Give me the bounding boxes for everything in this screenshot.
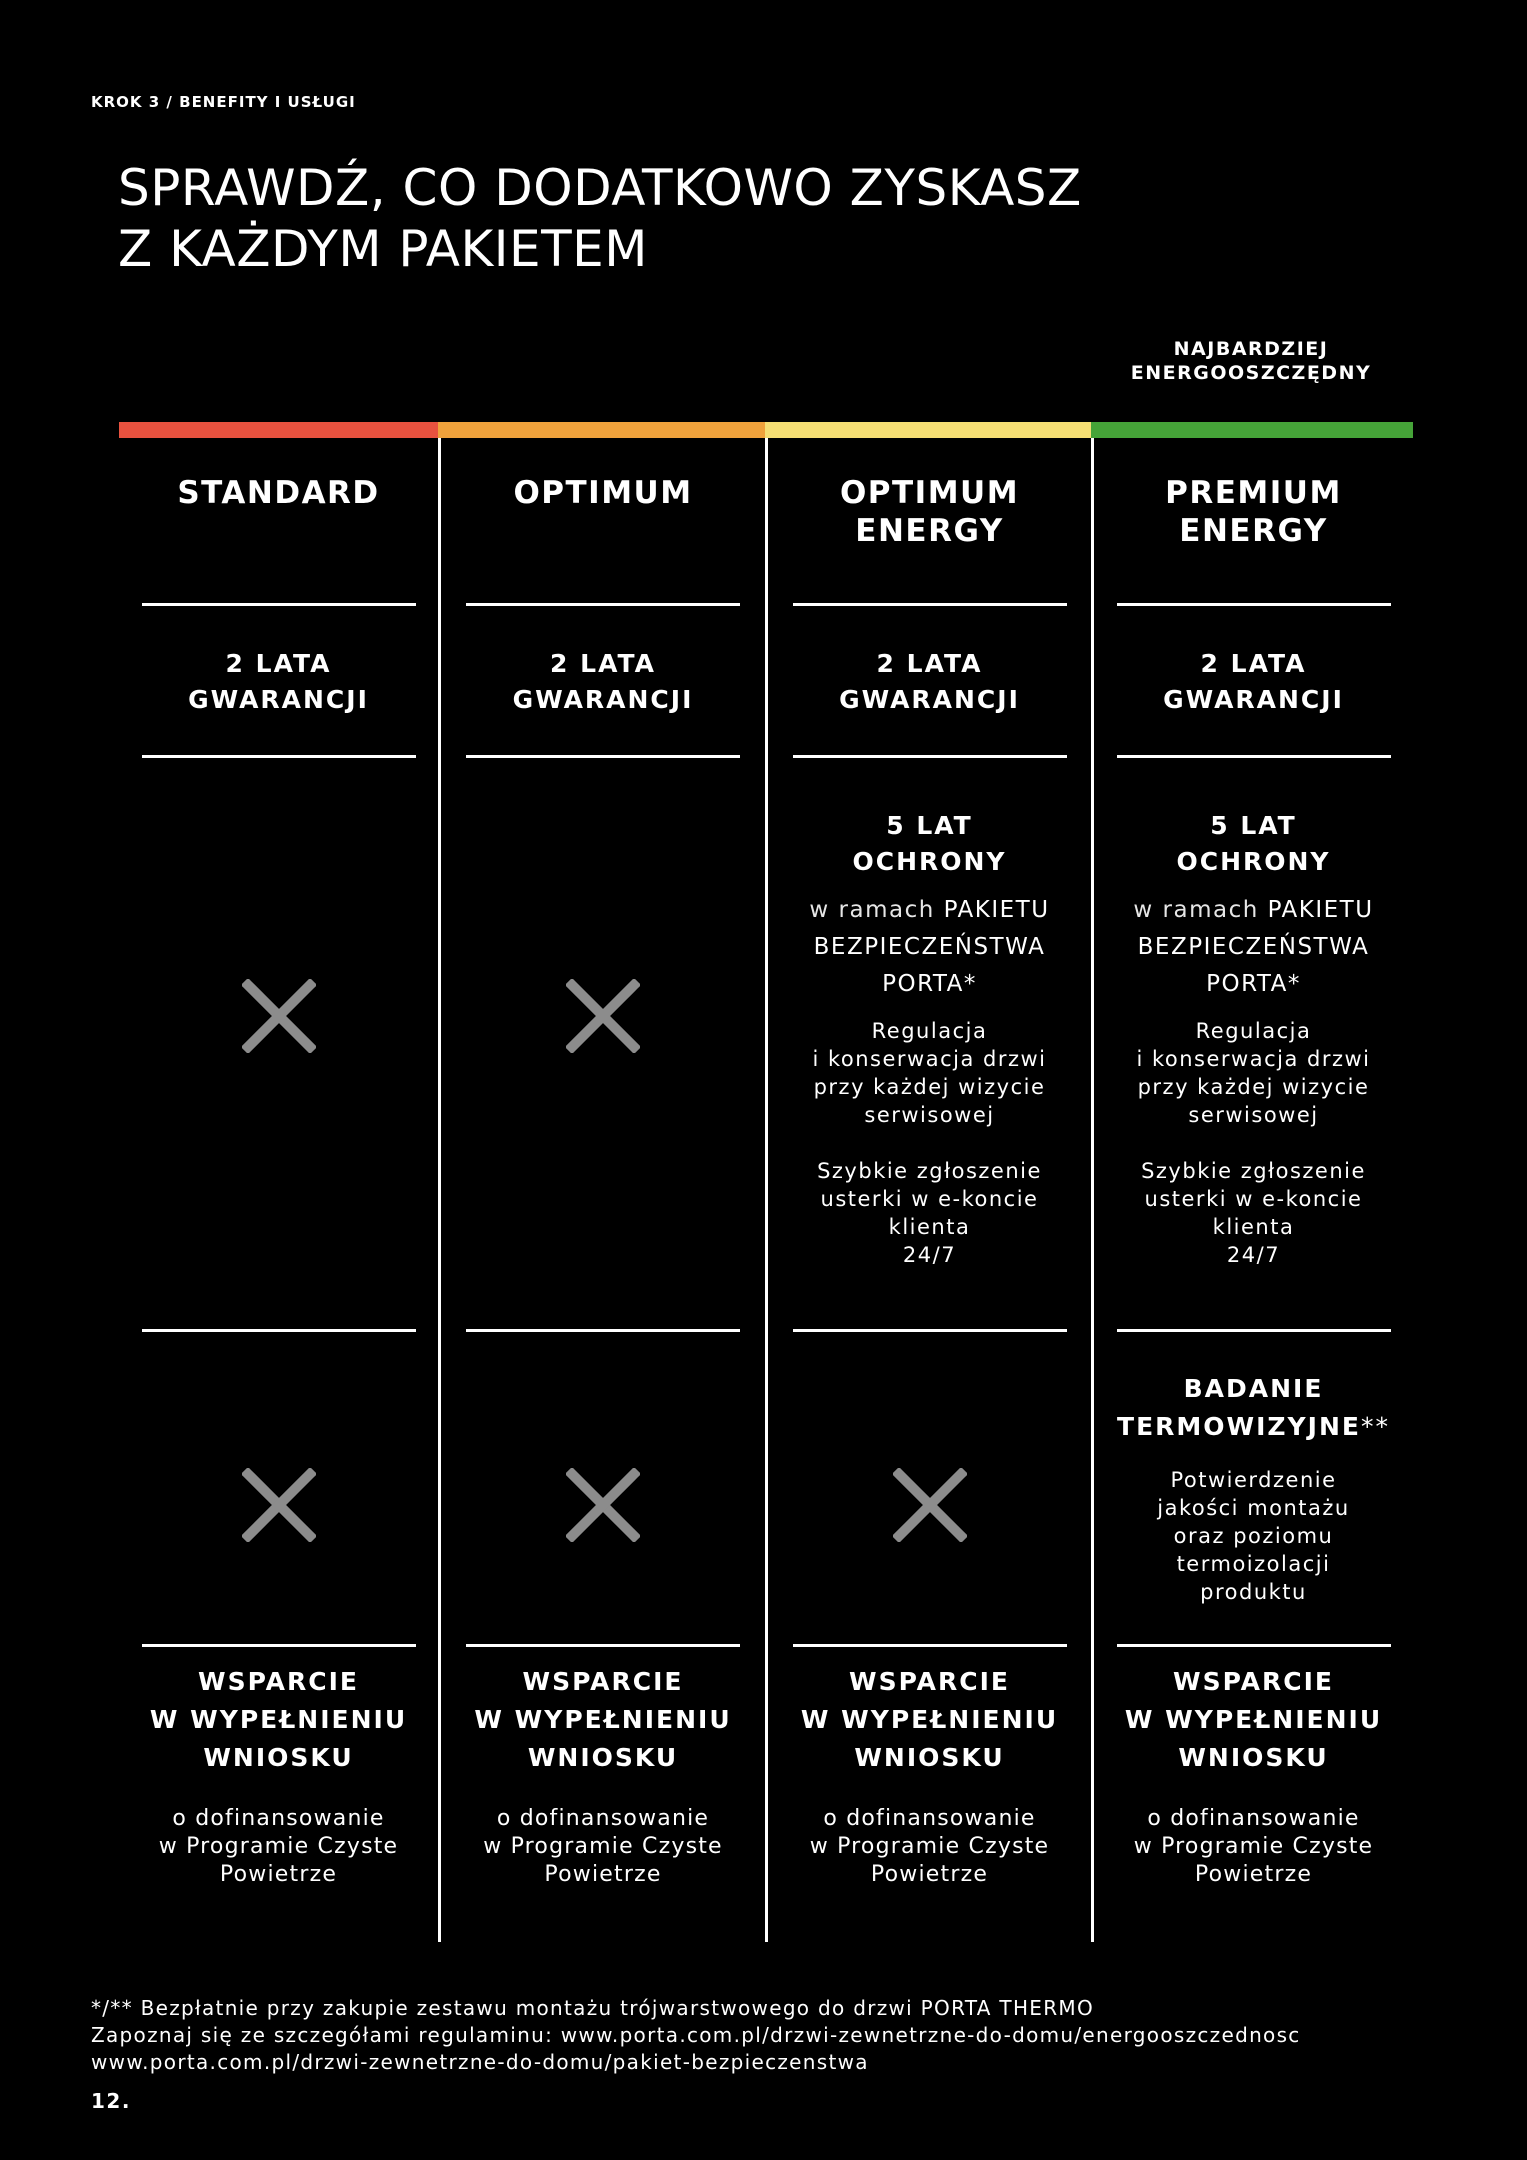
thermo-desc-line: Potwierdzenie: [1170, 1468, 1337, 1492]
plan-name: [1094, 474, 1413, 550]
protection-package: [1094, 808, 1413, 1269]
support-desc-line: w Programie Czyste: [158, 1834, 399, 1859]
page-number: 12.: [91, 2089, 131, 2113]
row-divider: [793, 603, 1067, 606]
package-name-line: [1094, 892, 1413, 929]
row-divider: [1117, 1644, 1391, 1647]
support-title-line: WSPARCIE: [522, 1667, 684, 1696]
row-divider: [793, 1644, 1067, 1647]
support-title-line: WNIOSKU: [1178, 1743, 1329, 1772]
warranty-line: GWARANCJI: [839, 685, 1020, 714]
feature-line: Regulacja: [1195, 1019, 1312, 1043]
warranty-line: 2 LATA: [1200, 649, 1307, 678]
support-desc-line: w Programie Czyste: [809, 1834, 1050, 1859]
package-name: [768, 892, 1091, 1003]
premium-energy-color-bar: [1091, 422, 1413, 438]
protection-title-line: 5 LAT: [886, 811, 973, 840]
plan-name-line: OPTIMUM: [513, 475, 693, 511]
optimum-energy-color-bar: [765, 422, 1091, 438]
plan-column-standard: [119, 438, 438, 1942]
application-support: [119, 1663, 438, 1889]
warranty-line: GWARANCJI: [188, 685, 369, 714]
plan-column-optimum: [441, 438, 765, 1942]
feature-fault-reporting: [1094, 1157, 1413, 1269]
protection-title: [1094, 808, 1413, 880]
support-title: [119, 1663, 438, 1777]
protection-title-line: 5 LAT: [1210, 811, 1297, 840]
support-title-line: W WYPEŁNIENIU: [800, 1705, 1059, 1734]
application-support: [441, 1663, 765, 1889]
not-included-icon: [566, 1468, 640, 1542]
feature-line: Szybkie zgłoszenie: [1141, 1159, 1366, 1183]
warranty: [768, 646, 1091, 718]
plan-name: [119, 474, 438, 512]
package-name-line: [768, 892, 1091, 929]
row-divider: [793, 755, 1067, 758]
support-title: [441, 1663, 765, 1777]
row-divider: [466, 755, 740, 758]
page-title: [118, 158, 1218, 280]
protection-package: [768, 808, 1091, 1269]
application-support: [1094, 1663, 1413, 1889]
protection-title-line: OCHRONY: [1176, 847, 1331, 876]
feature-line: klienta: [888, 1215, 971, 1239]
support-title-line: W WYPEŁNIENIU: [474, 1705, 732, 1734]
row-divider: [142, 1644, 416, 1647]
plan-name-line: ENERGY: [1179, 513, 1328, 549]
thermo-desc-line: jakości montażu: [1157, 1496, 1350, 1520]
warranty: [1094, 646, 1413, 718]
support-title: [1094, 1663, 1413, 1777]
row-divider: [1117, 603, 1391, 606]
feature-line: przy każdej wizycie: [1137, 1075, 1370, 1099]
thermo-desc-line: oraz poziomu: [1173, 1524, 1334, 1548]
plan-name-line: STANDARD: [177, 475, 380, 511]
warranty-line: 2 LATA: [876, 649, 983, 678]
support-desc-line: Powietrze: [1194, 1862, 1313, 1887]
footnote-line: */** Bezpłatnie przy zakupie zestawu montażu trójwarstwowego do drzwi PORTA THERMO: [91, 1996, 1095, 2020]
protection-title-line: OCHRONY: [852, 847, 1007, 876]
support-description: [441, 1805, 765, 1889]
row-divider: [142, 755, 416, 758]
feature-fault-reporting: [768, 1157, 1091, 1269]
plan-name: [441, 474, 765, 512]
package-name-part: PAKIETU: [1267, 897, 1374, 923]
not-included-icon: [893, 1468, 967, 1542]
feature-line: przy każdej wizycie: [813, 1075, 1046, 1099]
feature-line: Szybkie zgłoszenie: [817, 1159, 1042, 1183]
support-desc-line: w Programie Czyste: [1133, 1834, 1374, 1859]
not-included-icon: [242, 979, 316, 1053]
footnotes: [91, 1995, 1301, 2076]
package-name: [1094, 892, 1413, 1003]
row-divider: [466, 603, 740, 606]
package-prefix: w ramach: [809, 897, 935, 923]
support-desc-line: Powietrze: [544, 1862, 662, 1887]
plan-column-premium-energy: [1094, 438, 1413, 1942]
feature-line: serwisowej: [1188, 1103, 1319, 1127]
package-name-line: BEZPIECZEŃSTWA: [813, 934, 1046, 960]
support-title-line: W WYPEŁNIENIU: [149, 1705, 408, 1734]
breadcrumb: KROK 3 / BENEFITY I USŁUGI: [91, 93, 356, 111]
most-efficient-badge: [1091, 337, 1411, 385]
support-desc-line: Powietrze: [870, 1862, 989, 1887]
plan-name-line: ENERGY: [855, 513, 1004, 549]
standard-color-bar: [119, 422, 438, 438]
package-prefix: w ramach: [1133, 897, 1259, 923]
protection-title: [768, 808, 1091, 880]
thermo-title-text: TERMOWIZYJNE: [1117, 1412, 1361, 1441]
feature-line: usterki w e-koncie: [820, 1187, 1039, 1211]
plan-name: [768, 474, 1091, 550]
support-desc-line: o dofinansowanie: [172, 1806, 385, 1831]
not-included-icon: [242, 1468, 316, 1542]
not-included-icon: [566, 979, 640, 1053]
feature-maintenance: [768, 1017, 1091, 1129]
support-desc-line: o dofinansowanie: [823, 1806, 1036, 1831]
thermo-description: [1094, 1466, 1413, 1606]
support-title-line: WNIOSKU: [527, 1743, 679, 1772]
support-desc-line: w Programie Czyste: [483, 1834, 723, 1859]
footnote-link-security[interactable]: www.porta.com.pl/drzwi-zewnetrzne-do-domu/pakiet-bezpieczenstwa: [91, 2050, 869, 2074]
feature-line: i konserwacja drzwi: [812, 1047, 1047, 1071]
support-description: [768, 1805, 1091, 1889]
thermo-desc-line: produktu: [1200, 1580, 1307, 1604]
package-name-part: PAKIETU: [943, 897, 1050, 923]
optimum-color-bar: [438, 422, 765, 438]
support-desc-line: o dofinansowanie: [1147, 1806, 1360, 1831]
thermal-imaging-test: [1094, 1370, 1413, 1606]
warranty: [119, 646, 438, 718]
badge-line-1: NAJBARDZIEJ: [1173, 338, 1329, 360]
support-description: [119, 1805, 438, 1889]
plan-name-line: OPTIMUM: [839, 475, 1020, 511]
warranty-line: GWARANCJI: [512, 685, 694, 714]
row-divider: [1117, 1329, 1391, 1332]
plan-name-line: PREMIUM: [1165, 475, 1342, 511]
row-divider: [1117, 755, 1391, 758]
feature-line: usterki w e-koncie: [1144, 1187, 1363, 1211]
feature-line: 24/7: [1226, 1243, 1281, 1267]
support-desc-line: Powietrze: [219, 1862, 338, 1887]
support-description: [1094, 1805, 1413, 1889]
feature-line: 24/7: [902, 1243, 957, 1267]
support-title-line: W WYPEŁNIENIU: [1124, 1705, 1383, 1734]
page-title-line-2: Z KAŻDYM PAKIETEM: [118, 220, 648, 278]
support-title-line: WNIOSKU: [203, 1743, 354, 1772]
support-title-line: WSPARCIE: [198, 1667, 359, 1696]
application-support: [768, 1663, 1091, 1889]
page-title-line-1: SPRAWDŹ, CO DODATKOWO ZYSKASZ: [118, 159, 1082, 217]
feature-line: klienta: [1212, 1215, 1295, 1239]
row-divider: [466, 1644, 740, 1647]
feature-line: Regulacja: [871, 1019, 988, 1043]
footnote-mark: **: [1360, 1412, 1390, 1441]
row-divider: [793, 1329, 1067, 1332]
feature-maintenance: [1094, 1017, 1413, 1129]
footnote-link-energy[interactable]: Zapoznaj się ze szczegółami regulaminu: www.porta.com.pl/drzwi-zewnetrzne-do-domu/energooszczednosc: [91, 2023, 1301, 2047]
support-title-line: WSPARCIE: [1173, 1667, 1334, 1696]
thermo-desc-line: termoizolacji: [1176, 1552, 1331, 1576]
support-title-line: WNIOSKU: [854, 1743, 1005, 1772]
support-title-line: WSPARCIE: [849, 1667, 1010, 1696]
row-divider: [142, 1329, 416, 1332]
feature-line: i konserwacja drzwi: [1136, 1047, 1371, 1071]
feature-line: serwisowej: [864, 1103, 995, 1127]
package-name-line: PORTA*: [1206, 971, 1301, 997]
row-divider: [466, 1329, 740, 1332]
badge-line-2: ENERGOOSZCZĘDNY: [1130, 362, 1372, 384]
thermo-title-line: [1094, 1408, 1413, 1446]
warranty-line: 2 LATA: [225, 649, 332, 678]
plan-column-optimum-energy: [768, 438, 1091, 1942]
warranty: [441, 646, 765, 718]
support-desc-line: o dofinansowanie: [496, 1806, 710, 1831]
thermo-title: [1094, 1370, 1413, 1446]
package-name-line: PORTA*: [882, 971, 977, 997]
thermo-title-line: BADANIE: [1183, 1374, 1324, 1403]
warranty-line: GWARANCJI: [1163, 685, 1344, 714]
support-title: [768, 1663, 1091, 1777]
row-divider: [142, 603, 416, 606]
warranty-line: 2 LATA: [550, 649, 656, 678]
package-name-line: BEZPIECZEŃSTWA: [1137, 934, 1370, 960]
